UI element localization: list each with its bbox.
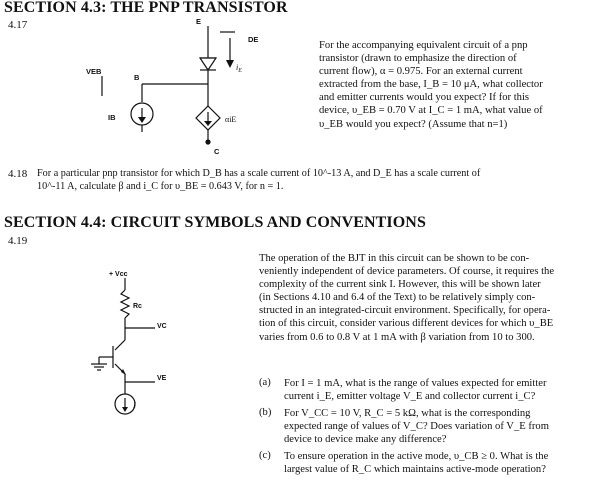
pnp-equivalent-circuit-figure [30, 18, 280, 158]
p417-line-3: extracted from the base, I_B = 10 μA, what collector [319, 79, 543, 91]
part-b-text [284, 407, 604, 446]
label-de: DE [248, 35, 259, 44]
problem-4-17-text [319, 39, 599, 131]
problem-4-18-line2: 10^-11 A, calculate β and i_C for υ_BE = 0.643 V, for n = 1. [37, 181, 284, 192]
problem-4-19-number: 4.19 [8, 235, 28, 247]
label-ve: VE [157, 375, 167, 382]
problem-4-19-intro [259, 252, 604, 344]
section-4-4-title: SECTION 4.4: CIRCUIT SYMBOLS AND CONVENTIONS [4, 214, 426, 231]
part-b-label: (b) [259, 407, 272, 418]
part-a-line-1: current i_E, emitter voltage V_E and collector current i_C? [284, 391, 536, 403]
problem-4-18-number: 4.18 [8, 168, 28, 180]
label-aie: αiE [225, 115, 237, 124]
part-a-label: (a) [259, 377, 271, 388]
p419-line-3: (in Sections 4.10 and 6.4 of the Text) to be relatively simply con- [259, 292, 536, 304]
label-vc: VC [157, 323, 167, 330]
p419-line-0: The operation of the BJT in this circuit can be shown to be con- [259, 253, 530, 264]
p419-line-1: veniently independent of device parameters. Of course, it requires the [259, 266, 555, 278]
part-c-line-1: largest value of R_C which maintains active-mode operation? [284, 464, 546, 476]
label-e: E [196, 18, 202, 26]
section-4-3-title: SECTION 4.3: THE PNP TRANSISTOR [4, 0, 288, 16]
p417-line-2: current flow), α = 0.975. For an external current [319, 66, 523, 78]
label-i: I [133, 401, 136, 410]
problem-4-17-number: 4.17 [8, 19, 28, 31]
label-c: C [214, 147, 220, 156]
p419-line-6: varies from 0.6 to 0.8 V at 1 mA with β variation from 10 to 300. [259, 331, 535, 343]
label-veb: VEB [86, 67, 102, 76]
p417-line-5: device, υ_EB = 0.70 V at I_C = 1 mA, what value of [319, 105, 543, 117]
p417-line-4: and emitter currents would you expect? If for this [319, 92, 530, 104]
p417-line-6: υ_EB would you expect? (Assume that n=1) [319, 118, 508, 130]
p419-line-4: structed in an integrated-circuit environment. Specifically, for opera- [259, 305, 551, 317]
label-ib: IB [108, 113, 116, 122]
label-rc: Rc [133, 303, 142, 310]
part-b-line-1: expected range of values of V_C? Does variation of V_E from [284, 421, 549, 433]
p419-line-2: complexity of the current sink I. However, this will be shown later [259, 279, 541, 291]
p419-line-5: tion of this circuit, consider various different devices for which υ_BE [259, 318, 554, 330]
label-vcc: + Vcc [109, 271, 128, 278]
bjt-current-sink-figure [85, 268, 215, 428]
problem-4-18-line1: For a particular pnp transistor for which D_B has a scale current of 10^-13 A, and D_E has a scale current of [37, 168, 481, 179]
part-a-text [284, 377, 604, 403]
part-b-line-2: device to device make any difference? [284, 434, 447, 446]
label-b: B [134, 73, 140, 82]
part-b-line-0: For V_CC = 10 V, R_C = 5 kΩ, what is the corresponding [284, 408, 531, 419]
part-c-line-0: To ensure operation in the active mode, υ_CB ≥ 0. What is the [284, 451, 549, 462]
p417-line-0: For the accompanying equivalent circuit of a pnp [319, 40, 528, 51]
part-a-line-0: For I = 1 mA, what is the range of values expected for emitter [284, 378, 547, 389]
p417-line-1: transistor (drawn to emphasize the direction of [319, 53, 517, 65]
label-ie: $i_E$ [236, 63, 242, 74]
part-c-text [284, 450, 604, 476]
part-c-label: (c) [259, 450, 271, 461]
